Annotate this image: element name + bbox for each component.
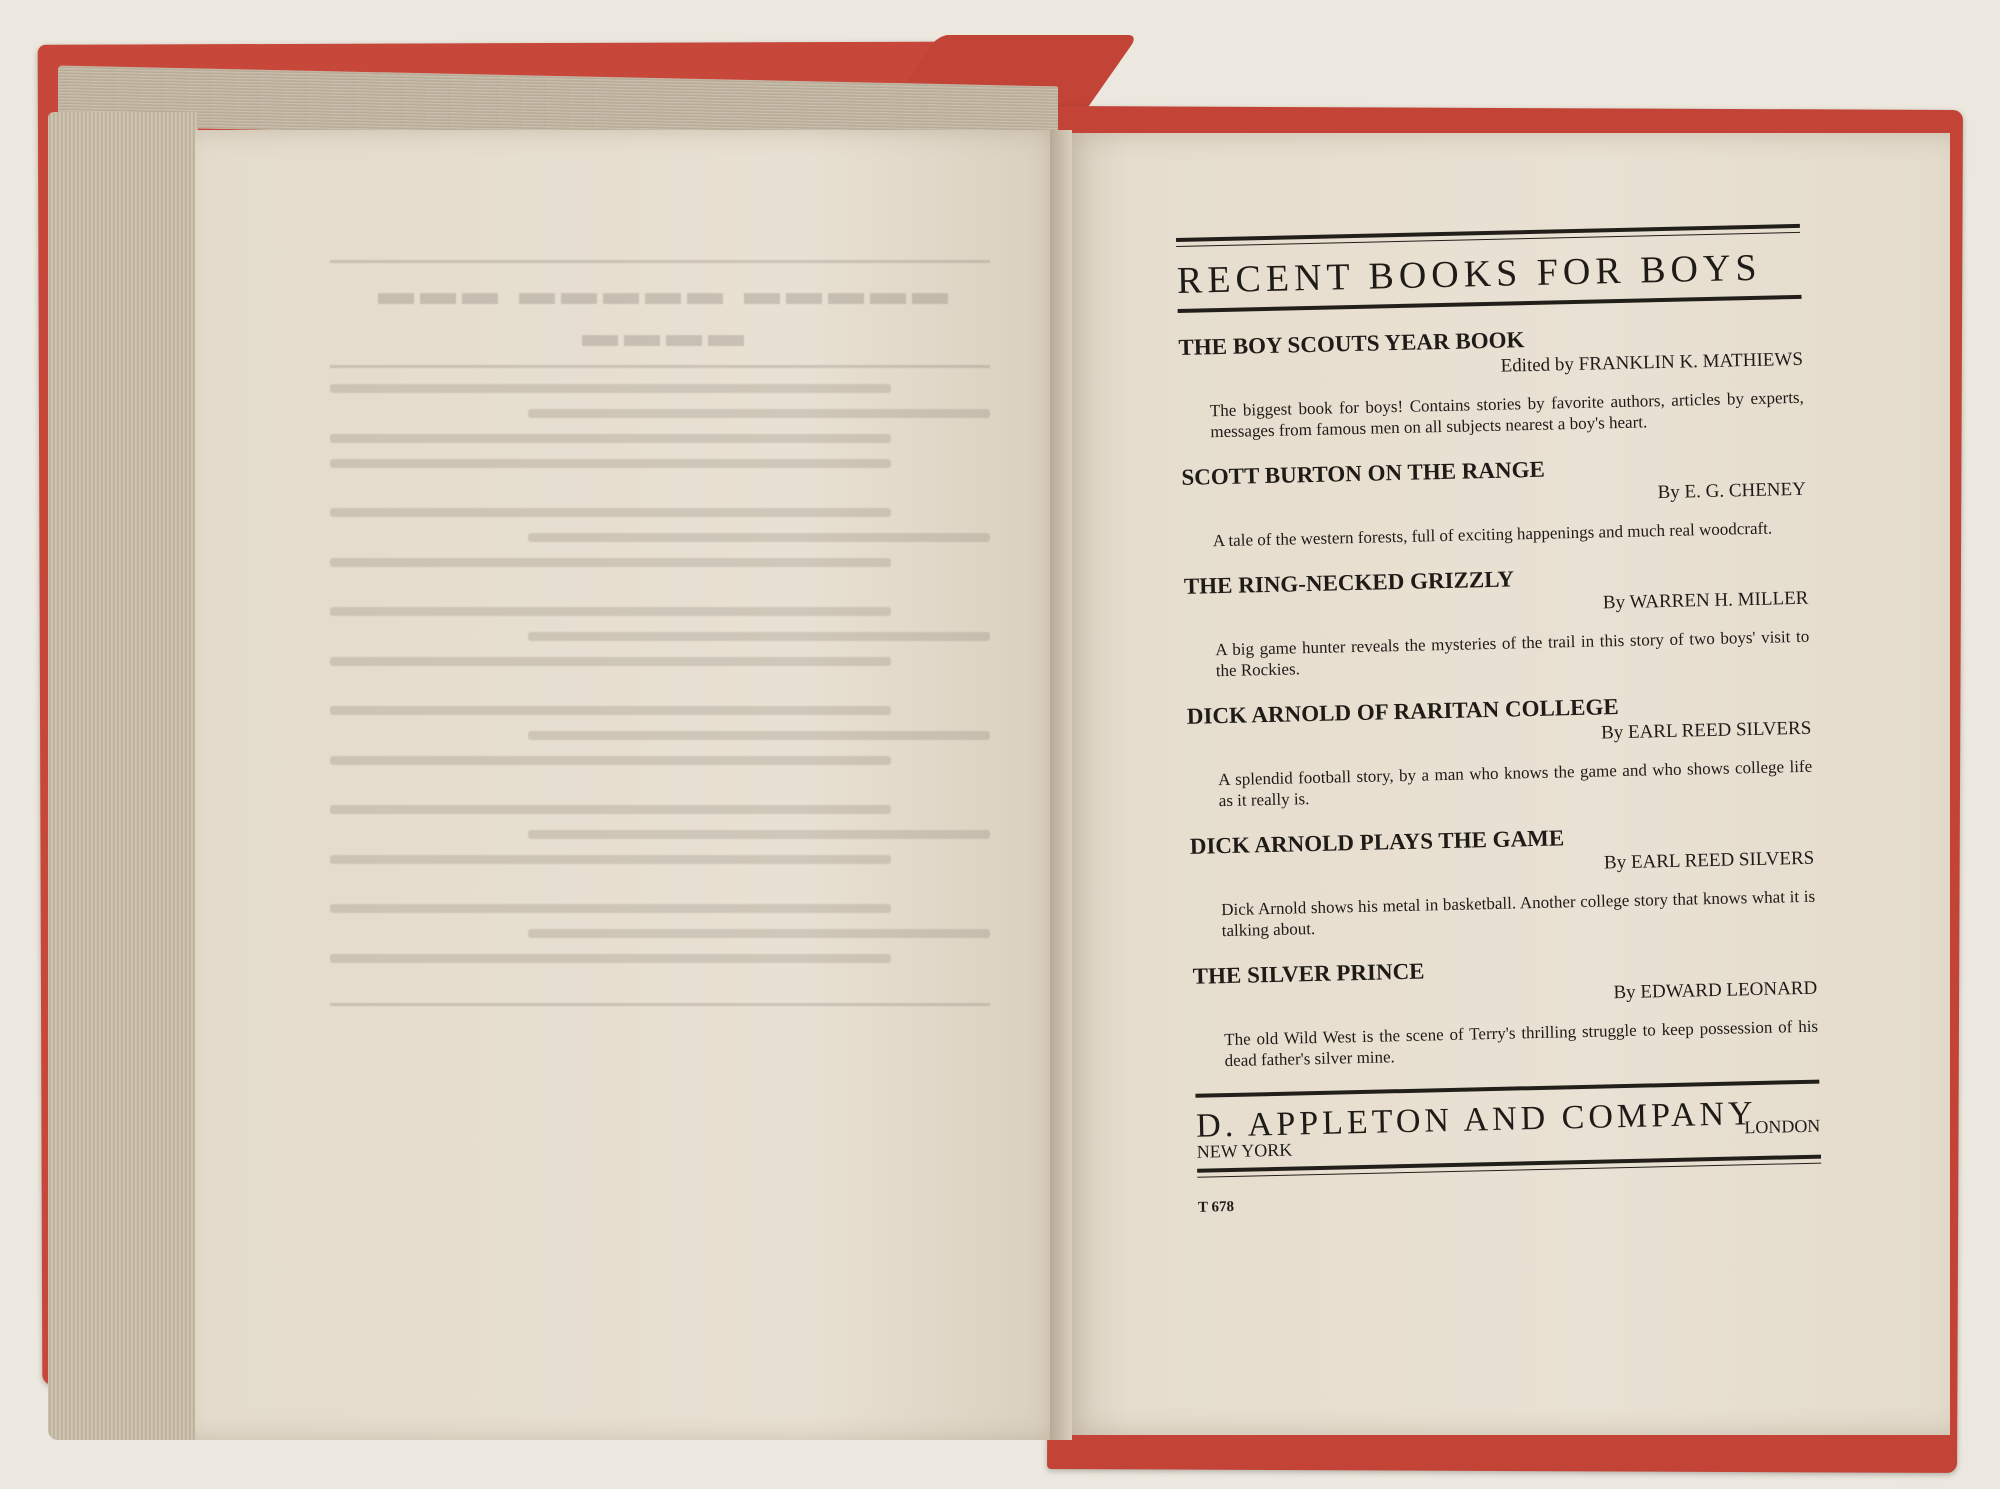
publisher-block (1195, 1080, 1821, 1178)
imprint-code: T 678 (1197, 1198, 1235, 1216)
book-title: THE BOY SCOUTS YEAR BOOK (1178, 327, 1525, 360)
book-title: THE SILVER PRINCE (1192, 958, 1425, 989)
publisher-name: D. APPLETON AND COMPANY (1195, 1095, 1757, 1145)
book-title: DICK ARNOLD OF RARITAN COLLEGE (1186, 694, 1619, 729)
book-entry (1187, 690, 1813, 812)
page-edges-left (48, 112, 198, 1440)
book-description: A splendid football story, by a man who knows the game and who shows college life as it really is. (1218, 756, 1813, 811)
book-description: The old Wild West is the scene of Terry's thrilling struggle to keep possession of his dead father's silver mine. (1223, 1016, 1819, 1071)
book-author: By WARREN H. MILLER (1602, 587, 1809, 614)
book-entry (1192, 950, 1818, 1072)
page-heading: RECENT BOOKS FOR BOYS (1176, 246, 1762, 302)
publisher-city-london: LONDON (1744, 1115, 1821, 1138)
book-title: SCOTT BURTON ON THE RANGE (1181, 456, 1546, 490)
book-description: The biggest book for boys! Contains stories by favorite authors, articles by experts, messages from famous men on all subjects nearest a boy's heart. (1209, 387, 1804, 442)
book-author: By EARL REED SILVERS (1600, 717, 1812, 744)
book-author: By E. G. CHENEY (1657, 478, 1807, 504)
publisher-city-new-york: NEW YORK (1196, 1139, 1293, 1162)
book-entry (1178, 321, 1804, 443)
book-title: DICK ARNOLD PLAYS THE GAME (1189, 825, 1565, 859)
show-through-text: ▬▬▬▬▬ ▬▬▬▬▬ ▬▬▬ ▬▬▬▬ (330, 260, 990, 1140)
book-description: A tale of the western forests, full of exciting happenings and much real woodcraft. (1212, 518, 1773, 551)
book-author: Edited by FRANKLIN K. MATHIEWS (1500, 348, 1804, 377)
book-author: By EDWARD LEONARD (1613, 977, 1818, 1004)
book-entry (1184, 560, 1810, 682)
page-gutter (1050, 130, 1072, 1440)
book-title: THE RING-NECKED GRIZZLY (1183, 566, 1515, 599)
book-description: A big game hunter reveals the mysteries of the trail in this story of two boys' visit to the Rockies. (1215, 626, 1810, 681)
book-description: Dick Arnold shows his metal in basketball. Another college story that knows what it is talking about. (1221, 886, 1816, 941)
advertisement-page (1176, 224, 1822, 1217)
book-entry (1181, 451, 1807, 552)
book-entry (1190, 820, 1816, 942)
book-author: By EARL REED SILVERS (1603, 847, 1815, 874)
